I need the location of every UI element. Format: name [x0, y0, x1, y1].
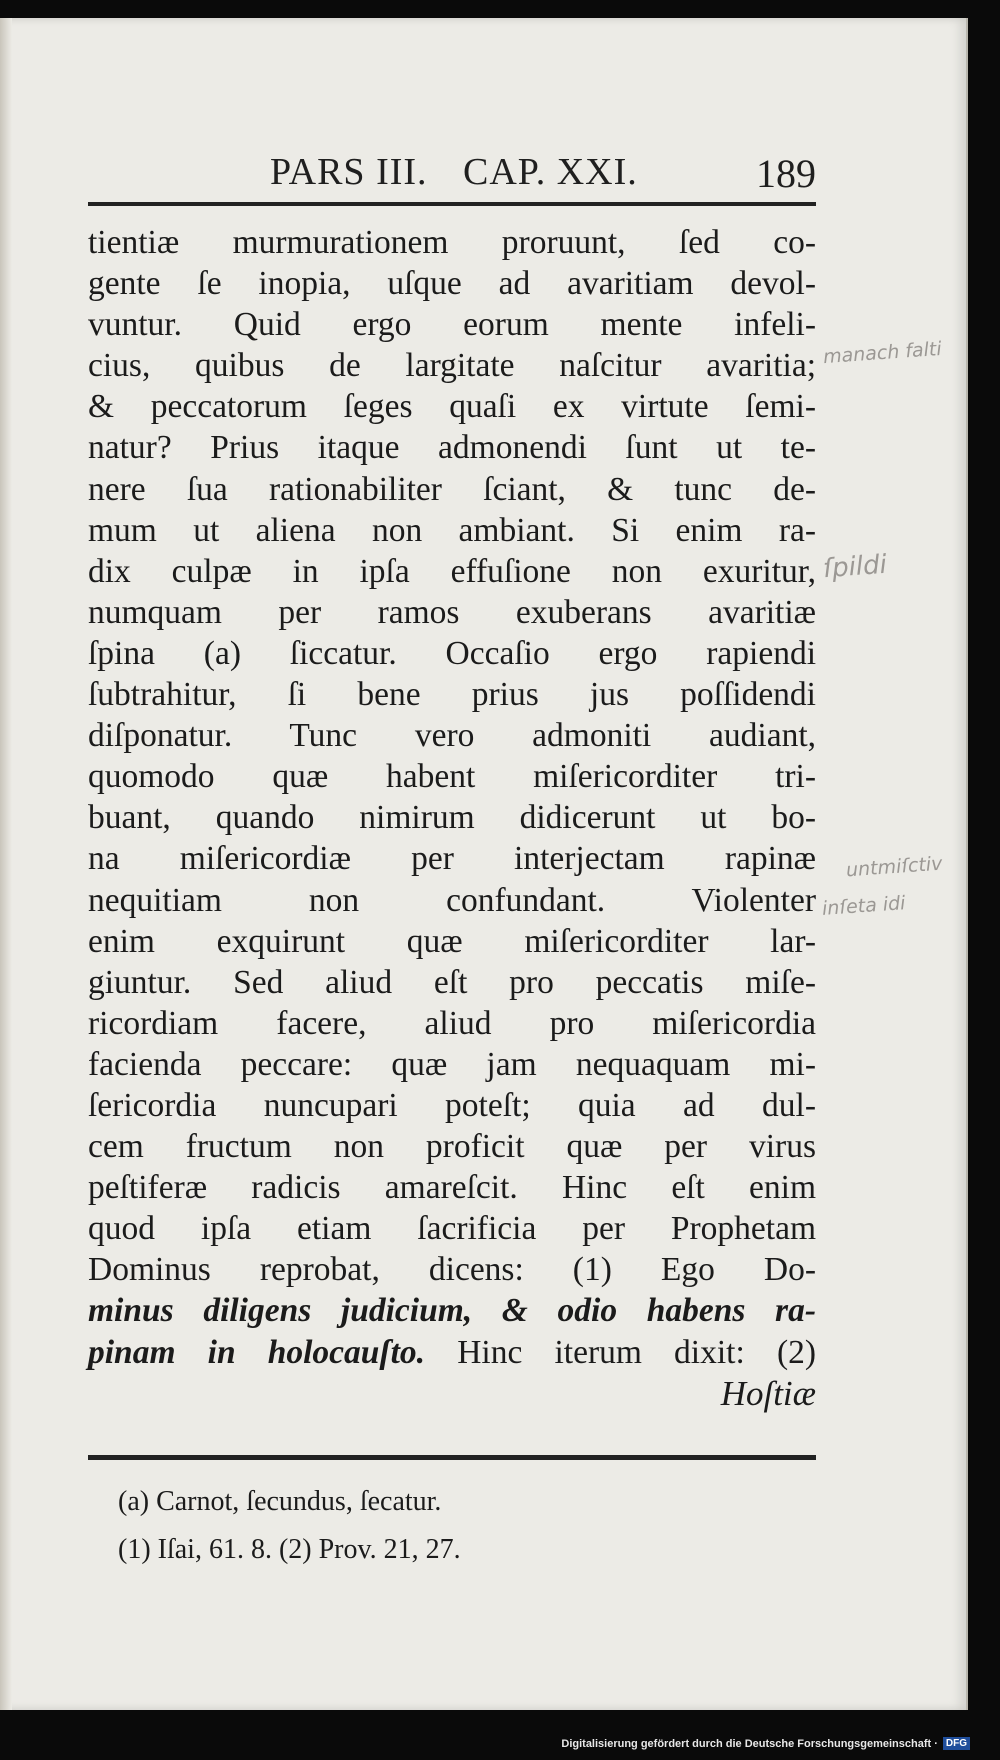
text-line: buant, quando nimirum didicerunt ut bo-	[88, 799, 816, 837]
credit-text: Digitalisierung gefördert durch die Deutsche Forschungsgemeinschaft ·	[561, 1737, 938, 1750]
main-text	[88, 222, 816, 1414]
text-line: enim exquirunt quæ miſericorditer lar-	[88, 922, 816, 960]
text-line: gente ſe inopia, uſque ad avaritiam devol-	[88, 265, 816, 303]
text-line: nequitiam non confundant. Violenter	[88, 881, 816, 919]
header-chapter: CAP. XXI.	[463, 151, 638, 193]
marginal-note: ſpildi	[822, 549, 888, 585]
marginal-note: inſeta idi	[821, 892, 907, 920]
text-line: ſericordia nuncupari poteſt; quia ad dul-	[88, 1086, 816, 1124]
header-rule	[88, 202, 816, 206]
text-line: & peccatorum ſeges quaſi ex virtute ſemi-	[88, 388, 816, 426]
text-line: vuntur. Quid ergo eorum mente infeli-	[88, 306, 816, 344]
text-line: quod ipſa etiam ſacrificia per Prophetam	[88, 1210, 816, 1248]
marginal-note: untmiſctiv	[845, 852, 944, 882]
digitization-credit	[561, 1737, 970, 1750]
text-line: peſtiferæ radicis amareſcit. Hinc eſt enim	[88, 1169, 816, 1207]
italic-quote-line: minus diligens judicium, & odio habens ra-	[88, 1292, 816, 1330]
footnote-a: (a) Carnot, ſecundus, ſecatur.	[118, 1486, 442, 1517]
text-line: natur? Prius itaque admonendi ſunt ut te-	[88, 429, 816, 467]
text-line-tail: Hinc iterum dixit: (2)	[457, 1333, 817, 1371]
text-line: facienda peccare: quæ jam nequaquam mi-	[88, 1045, 816, 1083]
text-line: ricordiam facere, aliud pro miſericordia	[88, 1004, 816, 1042]
text-line: nere ſua rationabiliter ſciant, & tunc de-	[88, 470, 816, 508]
header-part: PARS III.	[270, 151, 428, 193]
dfg-logo: DFG	[943, 1737, 970, 1750]
page-gutter-shadow	[0, 18, 12, 1710]
footnote-references: (1) Iſai, 61. 8. (2) Prov. 21, 27.	[118, 1534, 461, 1565]
page-number: 189	[756, 151, 816, 196]
text-line: dix culpæ in ipſa effuſione non exuritur,	[88, 552, 816, 590]
text-line: mum ut aliena non ambiant. Si enim ra-	[88, 511, 816, 549]
catchword: Hoſtiæ	[720, 1373, 816, 1413]
text-line: diſponatur. Tunc vero admoniti audiant,	[88, 717, 816, 755]
text-line: tientiæ murmurationem proruunt, ſed co-	[88, 224, 816, 261]
text-line-mixed	[88, 1332, 816, 1373]
marginal-note: manach falti	[822, 337, 943, 369]
text-line: na miſericordiæ per interjectam rapinæ	[88, 840, 816, 878]
text-line: numquam per ramos exuberans avaritiæ	[88, 593, 816, 631]
footnote-rule	[88, 1455, 816, 1460]
text-line: ſpina (a) ſiccatur. Occaſio ergo rapiendi	[88, 634, 816, 672]
running-header	[88, 150, 816, 196]
text-line: quomodo quæ habent miſericorditer tri-	[88, 758, 816, 796]
text-line: Dominus reprobat, dicens: (1) Ego Do-	[88, 1251, 816, 1289]
text-line: cem fructum non proficit quæ per virus	[88, 1128, 816, 1166]
footnotes	[118, 1478, 758, 1574]
text-line: giuntur. Sed aliud eſt pro peccatis miſe-	[88, 963, 816, 1001]
italic-quote-end: pinam in holocauſto.	[88, 1333, 426, 1371]
text-line: cius, quibus de largitate naſcitur avaritia;	[88, 347, 816, 385]
text-line: ſubtrahitur, ſi bene prius jus poſſidendi	[88, 676, 816, 714]
